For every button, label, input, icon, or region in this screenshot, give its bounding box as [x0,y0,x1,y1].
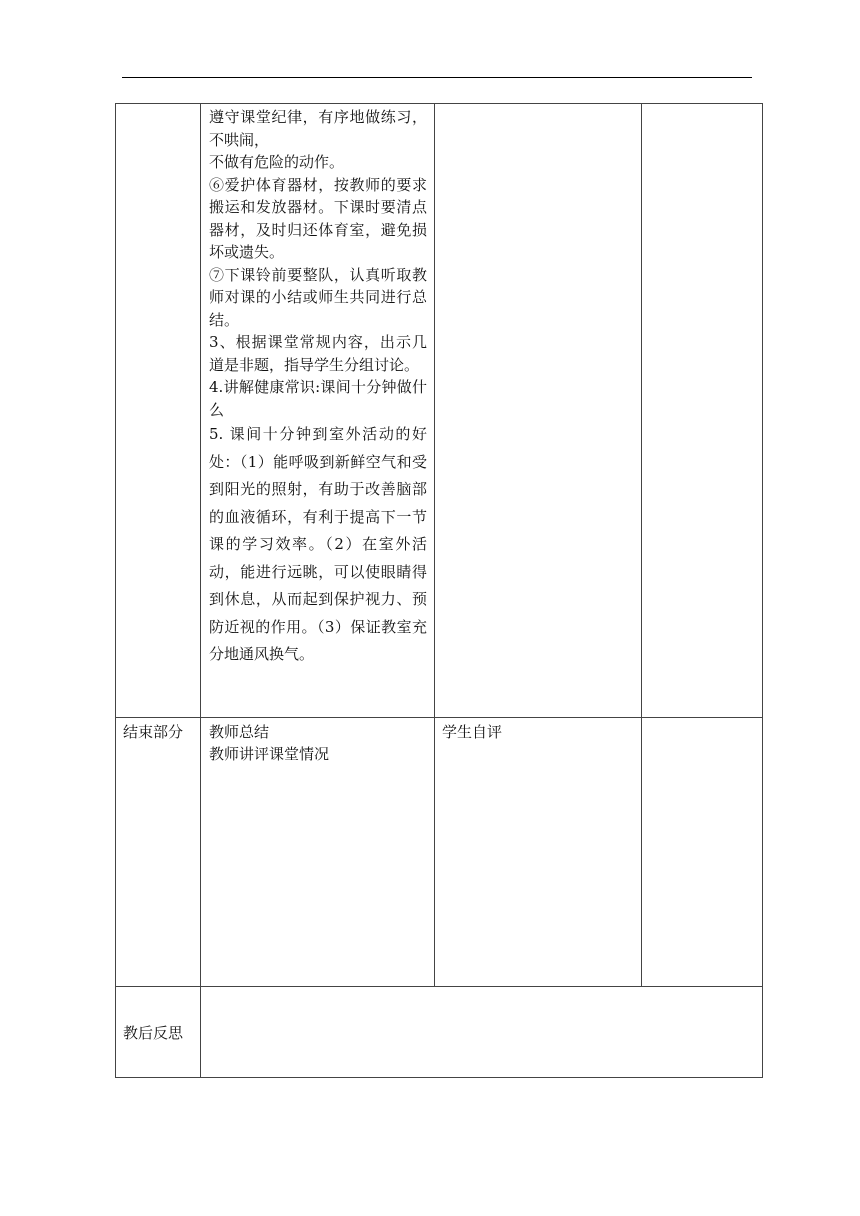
student-self-evaluation: 学生自评 [442,723,503,741]
lesson-plan-table [115,103,763,1078]
content-line: 5. 课间十分钟到室外活动的好处：（1）能呼吸到新鲜空气和受到阳光的照射，有助于改善脑部的血液循环，有利于提高下一节课的学习效率。（2）在室外活动，能进行远眺，可以使眼睛得到休息，从而起到保护视力、预防近视的作用。（3）保证教室充分地通风换气。 [209,425,427,663]
content-line: 4.讲解健康常识:课间十分钟做什么 [209,378,427,419]
end-student-cell [435,718,642,987]
content-line: 3、根据课堂常规内容，出示几道是非题，指导学生分组讨论。 [209,333,427,374]
notes-cell [642,104,763,718]
teacher-review: 教师讲评课堂情况 [209,745,330,763]
content-row [116,104,763,718]
content-label-cell [116,104,201,718]
end-section-label: 结束部分 [123,723,184,741]
content-line: 不做有危险的动作。 [209,153,345,171]
end-section-label-cell [116,718,201,987]
student-activity-cell [435,104,642,718]
content-line: ⑦下课铃前要整队，认真听取教师对课的小结或师生共同进行总结。 [209,265,427,329]
end-teacher-cell [201,718,435,987]
reflection-label: 教后反思 [123,1023,184,1042]
teacher-activity-cell [201,104,435,718]
reflection-label-cell [116,987,201,1078]
content-line: ⑥爱护体育器材，按教师的要求搬运和发放器材。下课时要清点器材，及时归还体育室，避免损坏或遗失。 [209,175,427,261]
end-section-row [116,718,763,987]
reflection-row [116,987,763,1078]
teacher-summary: 教师总结 [209,723,270,741]
content-line: 遵守课堂纪律，有序地做练习，不哄闹， [209,108,427,149]
end-notes-cell [642,718,763,987]
header-rule [122,77,752,78]
reflection-content-cell [201,987,763,1078]
